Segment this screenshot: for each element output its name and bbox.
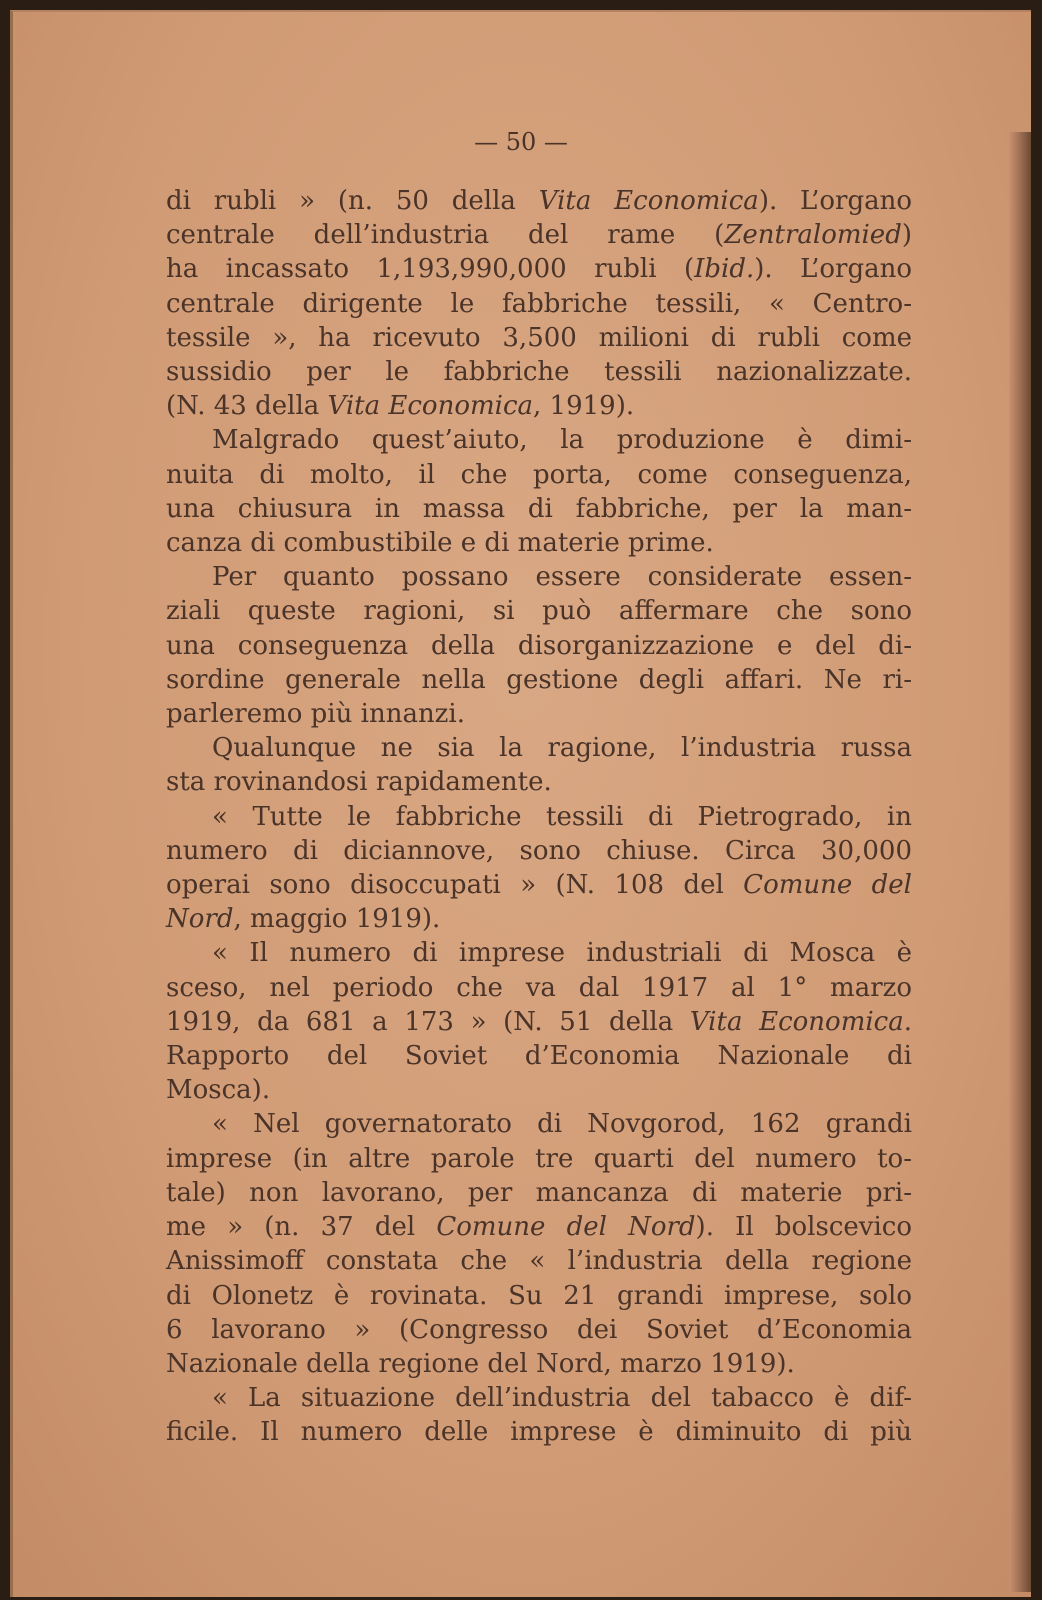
text-line (166, 1381, 912, 1415)
text-run: una chiusura in massa di fabbriche, per la man- (166, 493, 912, 524)
text-line (166, 492, 912, 526)
text-run: ). L’organo (758, 186, 912, 216)
text-run: , maggio 1919). (233, 904, 441, 935)
text-line (166, 1142, 912, 1176)
text-line (166, 1039, 912, 1073)
text-line (166, 1313, 912, 1347)
text-run: tessile », ha ricevuto 3,500 milioni di rubli come (166, 322, 912, 353)
text-line (166, 902, 912, 936)
text-line (166, 936, 912, 970)
text-run: centrale dirigente le fabbriche tessili, « Centro- (166, 288, 912, 319)
page-edge (1009, 132, 1031, 1592)
text-run: numero di diciannove, sono chiuse. Circa 30,000 (166, 835, 912, 866)
text-line (166, 287, 912, 321)
text-line (166, 458, 912, 492)
text-line (166, 1347, 912, 1381)
text-run: di rubli » (n. 50 della (166, 186, 539, 216)
text-run: (N. 43 della (166, 391, 328, 422)
text-run: sordine generale nella gestione degli affari. Ne ri- (166, 664, 912, 695)
text-run: , 1919). (533, 391, 635, 422)
text-line (166, 1244, 912, 1278)
text-line (166, 765, 912, 799)
text-run: . (903, 1006, 912, 1037)
text-line (166, 1107, 912, 1141)
text-line (166, 1073, 912, 1107)
text-run: ficile. Il numero delle imprese è diminuito di più (166, 1417, 912, 1448)
italic-citation: Vita Economica (689, 1006, 904, 1037)
text-run: ha incassato 1,193,990,000 rubli ( (166, 254, 695, 285)
text-run: « Nel governatorato di Novgorod, 162 grandi (212, 1109, 912, 1140)
text-line (166, 321, 912, 355)
text-line (166, 1005, 912, 1039)
text-line (166, 697, 912, 731)
text-line (166, 423, 912, 457)
text-run: Qualunque ne sia la ragione, l’industria russa (212, 733, 912, 764)
text-run: me » (n. 37 del (166, 1212, 437, 1243)
text-run: Malgrado quest’aiuto, la produzione è dimi- (212, 425, 912, 456)
text-run: operai sono disoccupati » (N. 108 del (166, 870, 744, 901)
text-run: canza di combustibile e di materie prime. (166, 528, 714, 559)
text-line (166, 1279, 912, 1313)
text-line (166, 355, 912, 389)
text-line (166, 252, 912, 286)
italic-citation: Comune del Nord (436, 1212, 696, 1243)
text-line (166, 868, 912, 902)
italic-citation: Zentralomied (724, 220, 902, 251)
text-run: Nazionale della regione del Nord, marzo 1919). (166, 1348, 795, 1379)
text-run: Rapporto del Soviet d’Economia Nazionale di (166, 1041, 912, 1072)
text-run: una conseguenza della disorganizzazione e del di- (166, 630, 912, 661)
text-line (166, 834, 912, 868)
text-line (166, 629, 912, 663)
text-run: parleremo più innanzi. (166, 699, 465, 730)
text-run: ). Il bolscevico (695, 1212, 912, 1243)
text-run: nuita di molto, il che porta, come conseguenza, (166, 459, 912, 490)
text-run: sussidio per le fabbriche tessili nazionalizzate. (166, 357, 912, 388)
text-line (166, 1210, 912, 1244)
text-line (166, 1176, 912, 1210)
text-run: di Olonetz è rovinata. Su 21 grandi imprese, solo (166, 1280, 912, 1311)
text-line (166, 184, 912, 218)
text-line (166, 800, 912, 834)
text-line (166, 389, 912, 423)
text-run: sta rovinandosi rapidamente. (166, 767, 552, 798)
body-text (166, 184, 912, 1450)
text-run: Anissimoff constata che « l’industria della regione (166, 1246, 912, 1277)
text-run: sceso, nel periodo che va dal 1917 al 1° marzo (166, 972, 912, 1003)
text-run: ). L’organo (754, 254, 912, 285)
italic-citation: Ibid. (694, 254, 755, 285)
text-line (166, 663, 912, 697)
text-run: « Tutte le fabbriche tessili di Pietrogrado, in (212, 801, 912, 832)
text-run: tale) non lavorano, per mancanza di materie pri- (166, 1177, 912, 1208)
text-run: « La situazione dell’industria del tabacco è dif- (212, 1383, 912, 1414)
italic-citation: Nord (166, 904, 234, 935)
text-run: imprese (in altre parole tre quarti del numero to- (166, 1143, 912, 1174)
text-line (166, 1415, 912, 1449)
text-line (166, 218, 912, 252)
italic-citation: Vita Economica (538, 186, 759, 216)
text-run: « Il numero di imprese industriali di Mosca è (212, 938, 912, 969)
text-line (166, 594, 912, 628)
text-run: ziali queste ragioni, si può affermare che sono (166, 596, 912, 627)
text-line (166, 560, 912, 594)
italic-citation: Vita Economica (327, 391, 534, 422)
text-line (166, 526, 912, 560)
text-line (166, 731, 912, 765)
text-run: 6 lavorano » (Congresso dei Soviet d’Economia (166, 1314, 912, 1345)
text-run: centrale dell’industria del rame ( (166, 220, 725, 251)
italic-citation: Comune del (743, 870, 912, 901)
text-line (166, 971, 912, 1005)
text-run: ) (901, 220, 912, 251)
text-run: Mosca). (166, 1075, 271, 1106)
text-run: Per quanto possano essere considerate essen- (212, 562, 912, 593)
page-number: — 50 — (474, 128, 568, 156)
text-run: 1919, da 681 a 173 » (N. 51 della (166, 1006, 690, 1037)
